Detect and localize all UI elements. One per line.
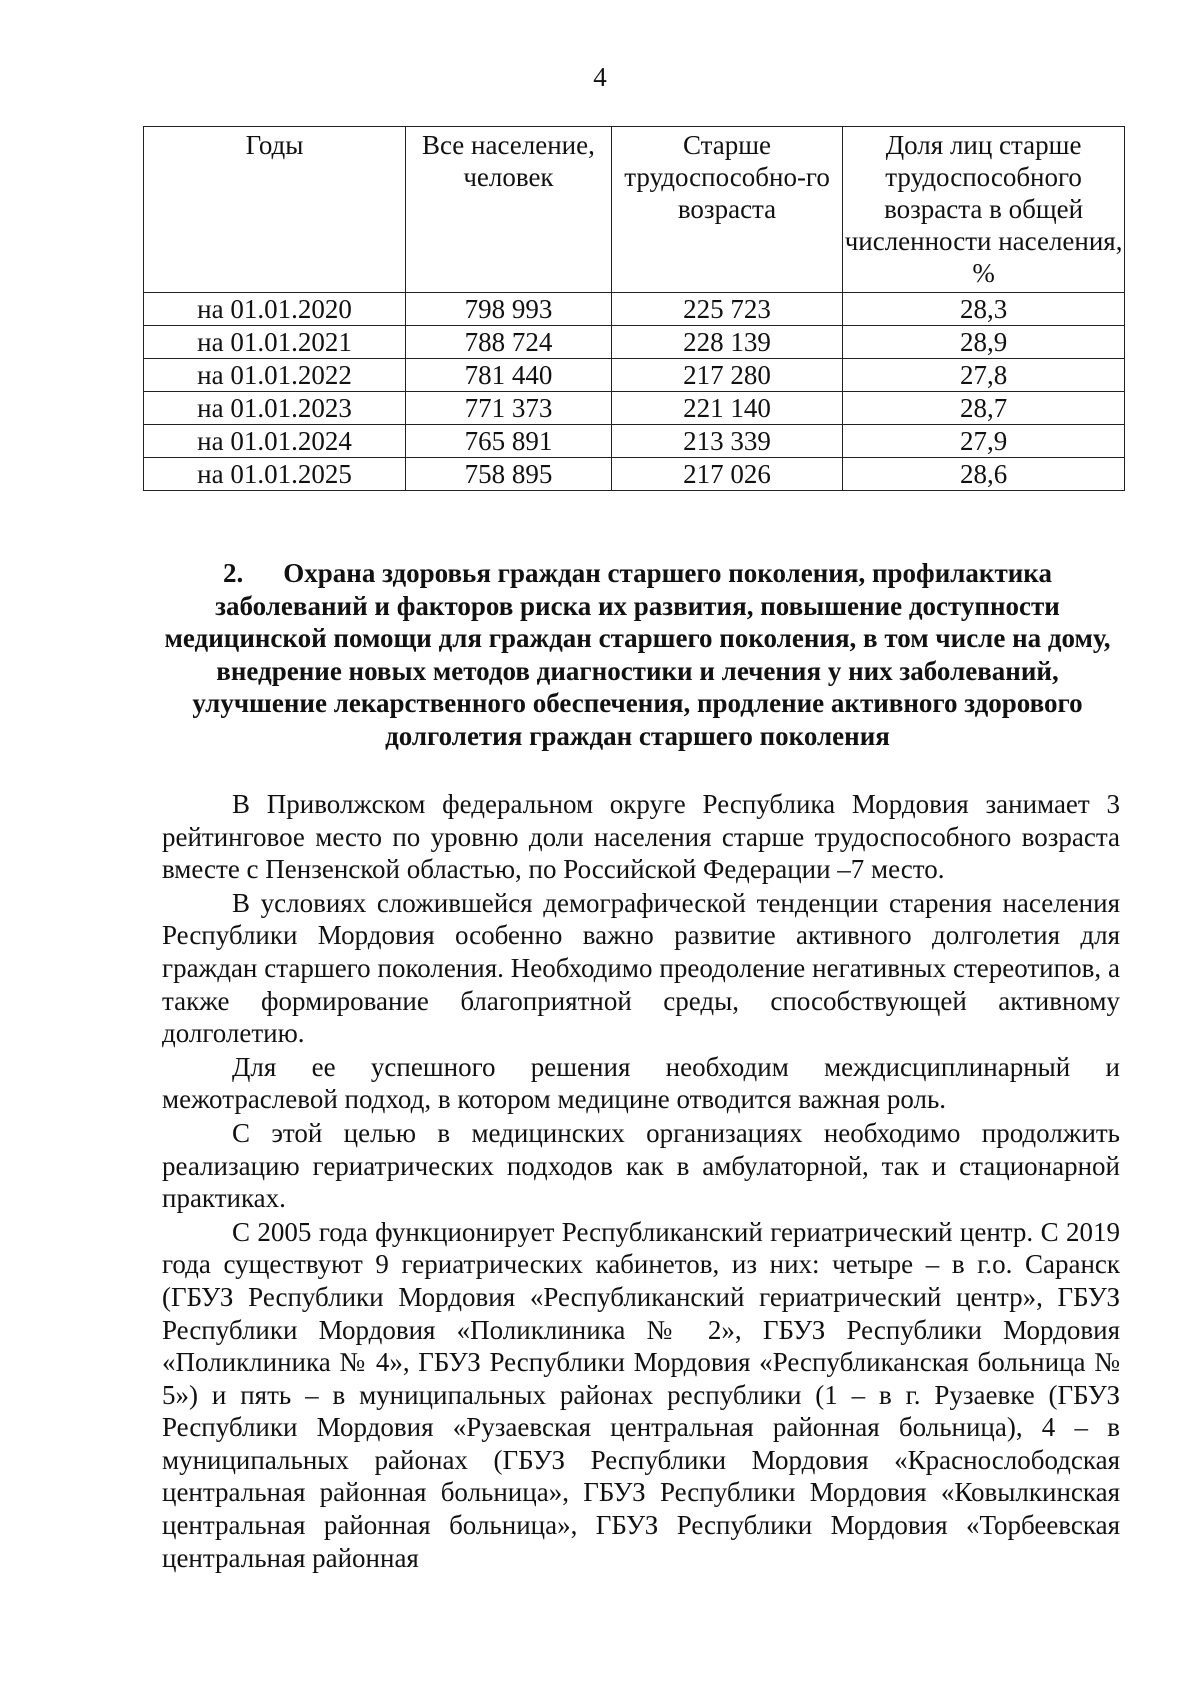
cell-senior: 213 339 [611,425,842,458]
table-row [144,392,1125,425]
cell-total: 798 993 [406,293,612,326]
paragraph: В условиях сложившейся демографической тенденции старения населения Республики Мордовия особенно важно развитие активного долголетия для граждан старшего поколения. Необходимо преодоление негативных стереотипов, а также формирование благоприятной среды, способствующей активному долголетию. [162,887,1120,1049]
cell-year: на 01.01.2021 [144,326,406,359]
cell-year: на 01.01.2025 [144,458,406,491]
section-number: 2. [223,558,244,588]
cell-share: 27,8 [843,359,1125,392]
paragraph: Для ее успешного решения необходим междисциплинарный и межотраслевой подход, в котором медицине отводится важная роль. [162,1051,1120,1115]
cell-share: 28,6 [843,458,1125,491]
cell-year: на 01.01.2022 [144,359,406,392]
paragraph: С 2005 года функционирует Республиканский гериатрический центр. С 2019 года существуют 9 гериатрических кабинетов, из них: четыре – в г.о. Саранск (ГБУЗ Республики Мордовия «Республиканский гериатрический центр», ГБУЗ Республики Мордовия «Поликлиника № 2», ГБУЗ Республики Мордовия «Поликлиника № 4», ГБУЗ Республики Мордовия «Республиканская больница № 5») и пять – в муниципальных районах республики (1 – в г. Рузаевке (ГБУЗ Республики Мордовия «Рузаевская центральная районная больница), 4 – в муниципальных районах (ГБУЗ Республики Мордовия «Краснослободская центральная районная больница», ГБУЗ Республики Мордовия «Ковылкинская центральная районная больница», ГБУЗ Республики Мордовия «Торбеевская центральная районная [162,1216,1120,1573]
paragraph: В Приволжском федеральном округе Республика Мордовия занимает 3 рейтинговое место по уровню доли населения старше трудоспособного возраста вместе с Пензенской областью, по Российской Федерации –7 место. [162,789,1120,885]
cell-total: 781 440 [406,359,612,392]
cell-total: 788 724 [406,326,612,359]
header-senior-population: Старше трудоспособно-го возраста [611,127,842,293]
cell-year: на 01.01.2024 [144,425,406,458]
page-number: 4 [593,62,607,92]
cell-total: 771 373 [406,392,612,425]
table-row [144,359,1125,392]
table-row [144,326,1125,359]
cell-senior: 221 140 [611,392,842,425]
cell-year: на 01.01.2023 [144,392,406,425]
table-header-row [144,127,1125,293]
body-text [162,788,1120,1575]
cell-senior: 217 026 [611,458,842,491]
cell-share: 27,9 [843,425,1125,458]
table-row [144,458,1125,491]
section-heading [150,557,1125,752]
header-years: Годы [144,127,406,293]
cell-share: 28,7 [843,392,1125,425]
cell-share: 28,9 [843,326,1125,359]
cell-share: 28,3 [843,293,1125,326]
cell-year: на 01.01.2020 [144,293,406,326]
section-title: Охрана здоровья граждан старшего поколения, профилактика заболеваний и факторов риска их развития, повышение доступности медицинской помощи для граждан старшего поколения, в том числе на дому, внедрение новых методов диагностики и лечения у них заболеваний, улучшение лекарственного обеспечения, продление активного здорового долголетия граждан старшего поколения [164,558,1111,751]
cell-senior: 225 723 [611,293,842,326]
cell-total: 765 891 [406,425,612,458]
paragraph: С этой целью в медицинских организациях необходимо продолжить реализацию гериатрических подходов как в амбулаторной, так и стационарной практиках. [162,1117,1120,1214]
header-total-population: Все население, человек [406,127,612,293]
cell-senior: 228 139 [611,326,842,359]
population-table [143,126,1125,491]
header-senior-share: Доля лиц старше трудоспособного возраста в общей численности населения, % [843,127,1125,293]
table-row [144,293,1125,326]
table-row [144,425,1125,458]
cell-senior: 217 280 [611,359,842,392]
cell-total: 758 895 [406,458,612,491]
